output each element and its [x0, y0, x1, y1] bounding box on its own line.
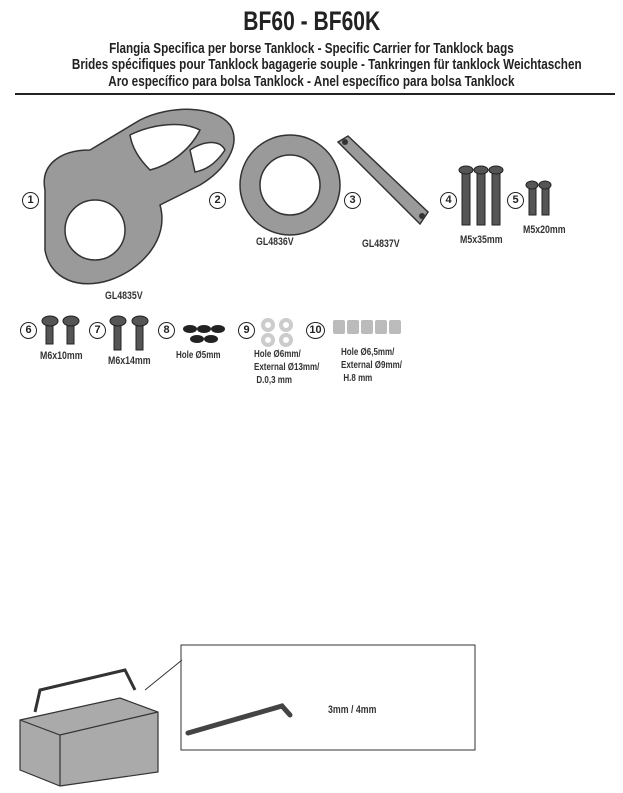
- washers-white: [263, 320, 291, 345]
- part-number: 6: [20, 322, 37, 339]
- part-number: 5: [507, 192, 524, 209]
- part-number: 2: [209, 192, 226, 209]
- screws-m6x10: [42, 316, 79, 344]
- part-number: 8: [158, 322, 175, 339]
- spacers: [333, 320, 401, 334]
- label-line: External Ø9mm/: [341, 360, 402, 371]
- part-label: M6x10mm: [40, 350, 83, 362]
- bar-illustration: [338, 136, 428, 224]
- part-label: M5x35mm: [460, 234, 503, 246]
- part-label: M5x20mm: [523, 224, 566, 236]
- screws-m5x20: [526, 181, 551, 215]
- label-line: D.0,3 mm: [256, 375, 292, 386]
- washers-black: [183, 325, 225, 343]
- part-label: Hole Ø5mm: [176, 350, 221, 361]
- subtitle-es-pt: Aro específico para bolsa Tanklock - Anel específico para bolsa Tanklock: [108, 73, 515, 90]
- part-number: 7: [89, 322, 106, 339]
- label-line: External Ø13mm/: [254, 362, 320, 373]
- part-number: 9: [238, 322, 255, 339]
- part-number: 10: [306, 322, 325, 339]
- part-label: GL4836V: [256, 236, 294, 248]
- subtitle-fr-de: Brides spécifiques pour Tanklock bagagerie souple - Tankringen für tanklock Weichtaschen: [71, 56, 582, 73]
- part-number: 4: [440, 192, 457, 209]
- tool-box-frame: [181, 645, 475, 750]
- part-label: GL4837V: [362, 238, 400, 250]
- callout-line: [145, 660, 182, 690]
- part-label: M6x14mm: [108, 355, 151, 367]
- part-number: 1: [22, 192, 39, 209]
- subtitle-it-en: Flangia Specifica per borse Tanklock - Specific Carrier for Tanklock bags: [109, 40, 514, 57]
- label-line: Hole Ø6,5mm/: [341, 347, 395, 358]
- screws-m6x14: [110, 316, 148, 350]
- allen-key-icon: [188, 706, 290, 733]
- toolbox-illustration: [20, 670, 158, 786]
- flange-plate-illustration: [44, 109, 234, 283]
- part-label: GL4835V: [105, 290, 143, 302]
- label-line: H.8 mm: [343, 373, 373, 384]
- allen-key-size-label: 3mm / 4mm: [328, 704, 377, 716]
- part-label: [254, 348, 319, 387]
- document-title: BF60 - BF60K: [243, 6, 380, 36]
- screws-m5x35: [459, 166, 503, 225]
- part-label: [341, 346, 402, 385]
- part-number: 3: [344, 192, 361, 209]
- label-line: Hole Ø6mm/: [254, 349, 301, 360]
- ring-illustration: [240, 135, 340, 235]
